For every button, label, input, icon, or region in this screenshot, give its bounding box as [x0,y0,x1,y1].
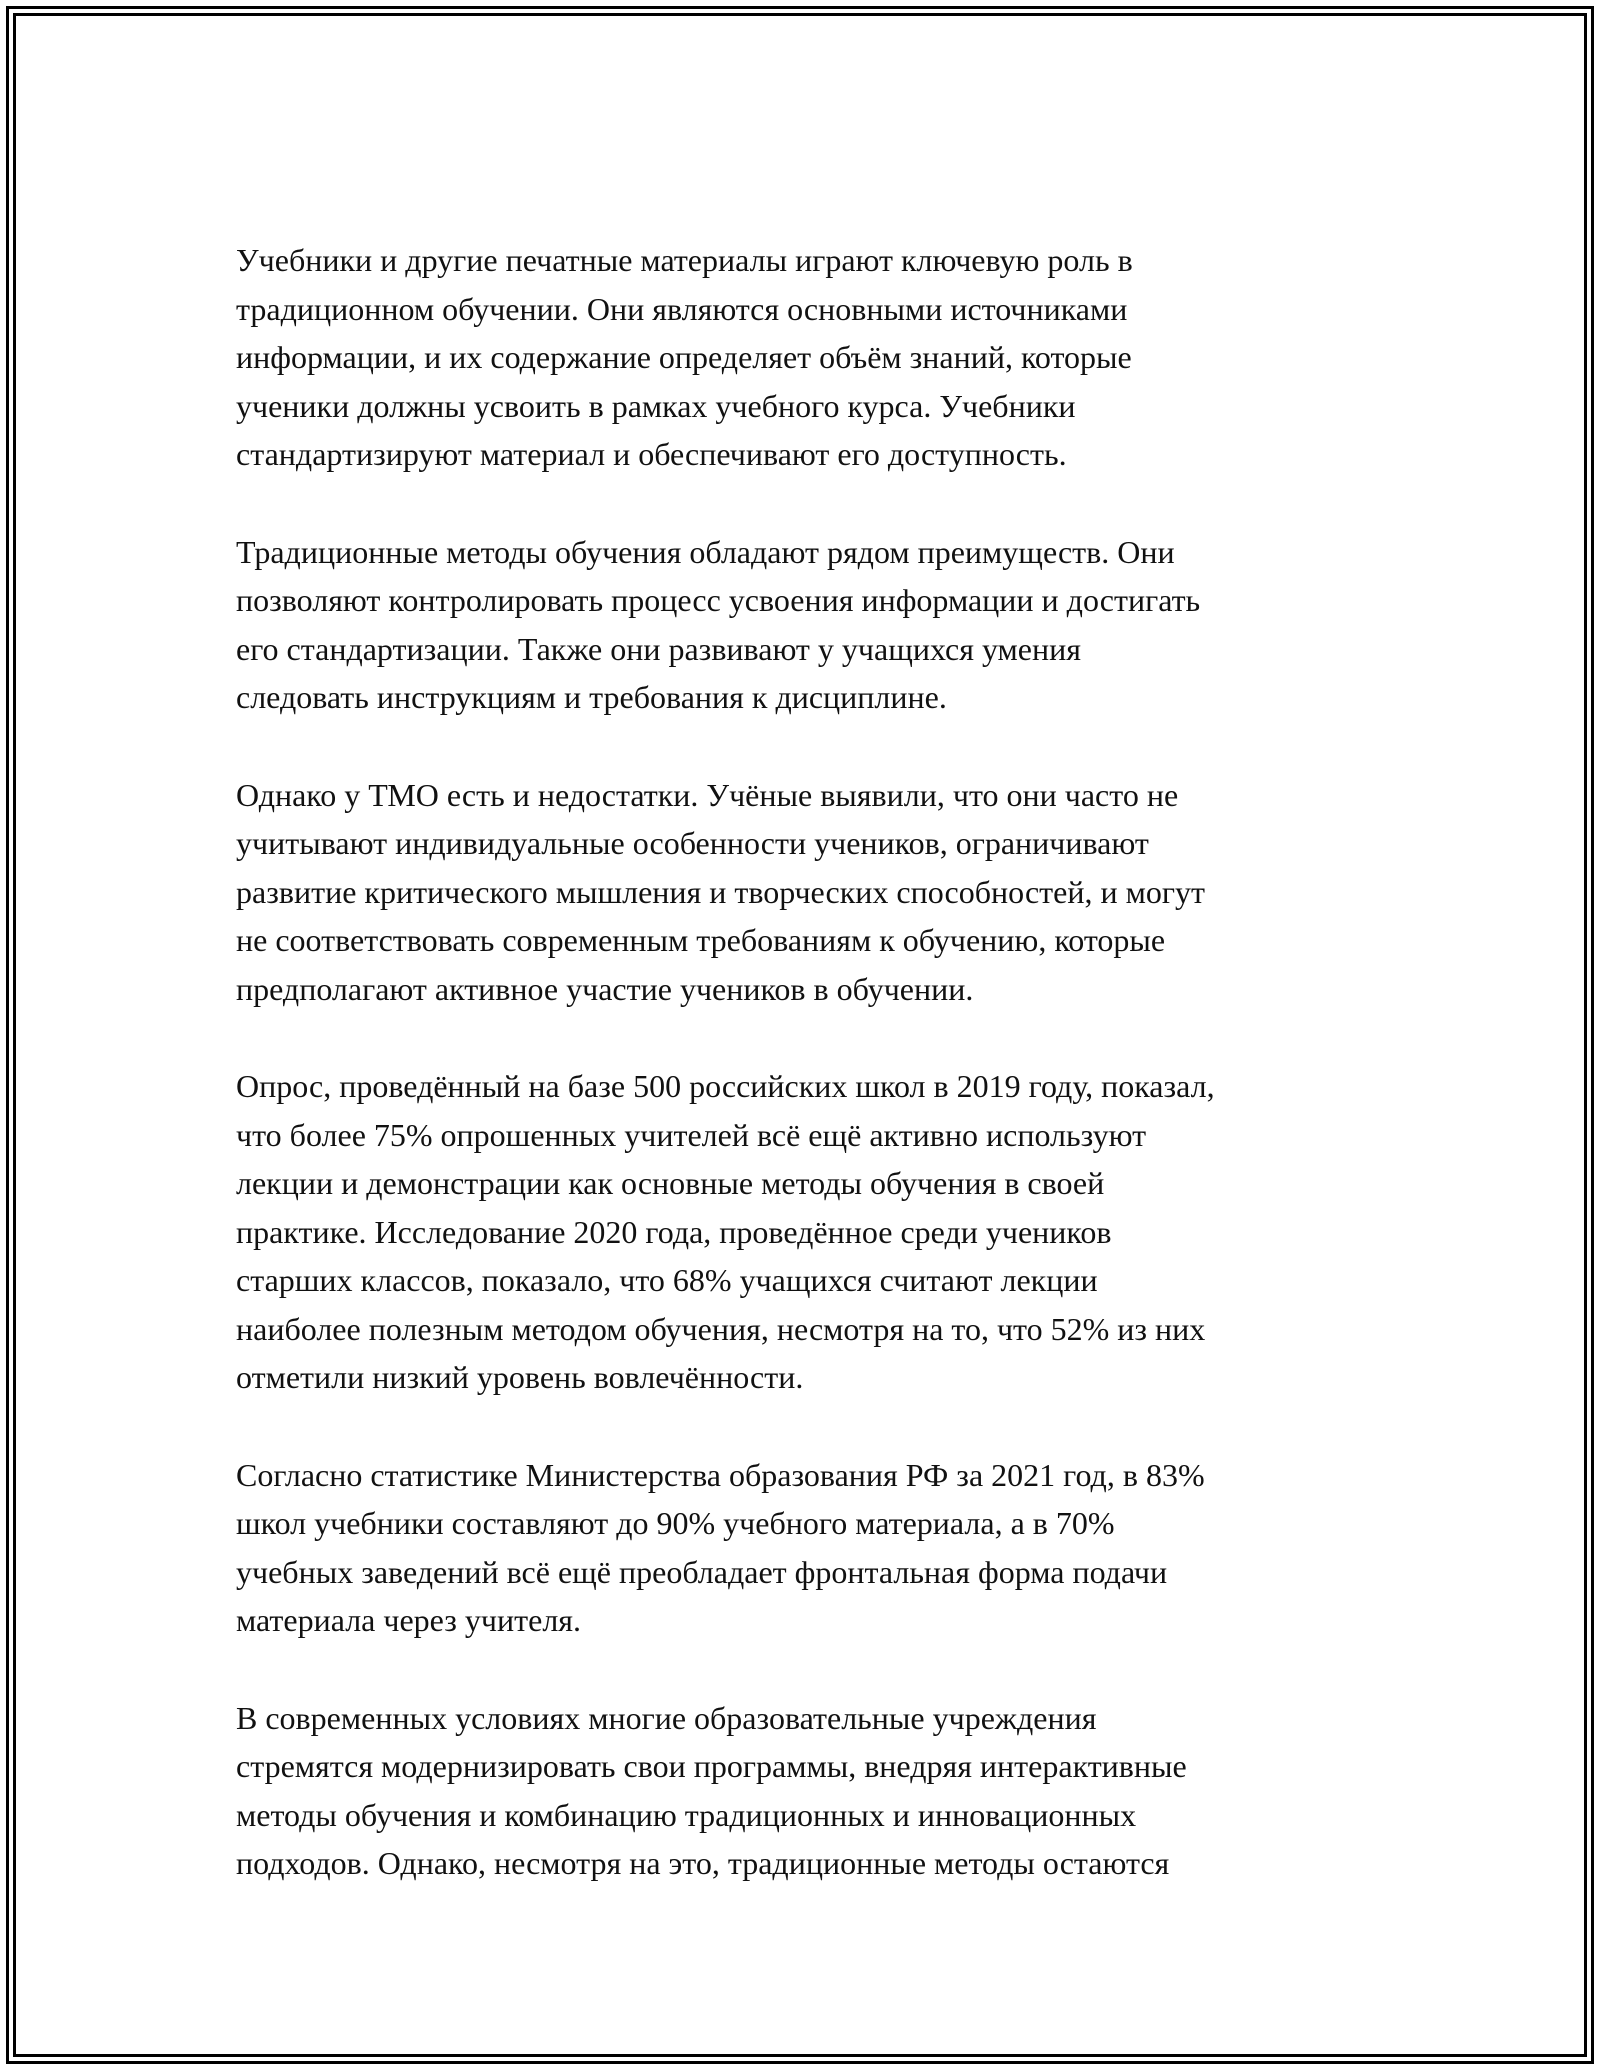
text-line: Учебники и другие печатные материалы играют ключевую роль в [236,242,1133,278]
text-line: что более 75% опрошенных учителей всё ещё активно используют [236,1116,1147,1153]
paragraph-survey [236,1062,1376,1402]
text-line: предполагают активное участие учеников в обучении. [236,970,974,1007]
text-line: его стандартизации. Также они развивают у учащихся умения [236,630,1081,667]
text-line: старших классов, показало, что 68% учащихся считают лекции [236,1262,1098,1298]
text-line: отметили низкий уровень вовлечённости. [236,1359,804,1395]
text-line: практике. Исследование 2020 года, проведённое среди учеников [236,1213,1112,1250]
text-line: стремятся модернизировать свои программы, внедряя интерактивные [236,1748,1187,1784]
text-line: информации, и их содержание определяет объём знаний, которые [236,339,1132,375]
text-line: следовать инструкциям и требования к дисциплине. [236,679,947,715]
text-line: развитие критического мышления и творческих способностей, и могут [236,873,1205,910]
text-line: В современных условиях многие образовательные учреждения [236,1699,1097,1736]
document-body [236,236,1376,1937]
text-line: школ учебники составляют до 90% учебного материала, а в 70% [236,1505,1115,1541]
paragraph-disadvantages [236,771,1376,1014]
text-line: традиционном обучении. Они являются основными источниками [236,290,1128,327]
text-line: материала через учителя. [236,1602,581,1638]
text-line: не соответствовать современным требованиям к обучению, которые [236,922,1166,958]
text-line: наиболее полезным методом обучения, несмотря на то, что 52% из них [236,1310,1206,1347]
text-line: лекции и демонстрации как основные методы обучения в своей [236,1165,1105,1201]
text-line: методы обучения и комбинацию традиционных и инновационных [236,1796,1137,1833]
text-line: Согласно статистике Министерства образования РФ за 2021 год, в 83% [236,1456,1205,1493]
paragraph-textbooks [236,236,1376,479]
text-line: учитывают индивидуальные особенности учеников, ограничивают [236,825,1149,861]
paragraph-modernization [236,1694,1376,1888]
text-line: позволяют контролировать процесс усвоения информации и достигать [236,582,1201,618]
text-line: ученики должны усвоить в рамках учебного курса. Учебники [236,387,1076,424]
paragraph-advantages [236,528,1376,722]
text-line: Традиционные методы обучения обладают рядом преимуществ. Они [236,533,1175,570]
text-line: стандартизируют материал и обеспечивают его доступность. [236,436,1067,472]
text-line: Однако у ТМО есть и недостатки. Учёные выявили, что они часто не [236,776,1179,813]
text-line: Опрос, проведённый на базе 500 российских школ в 2019 году, показал, [236,1068,1215,1104]
text-line: подходов. Однако, несмотря на это, традиционные методы остаются [236,1845,1170,1881]
paragraph-statistics [236,1451,1376,1645]
text-line: учебных заведений всё ещё преобладает фронтальная форма подачи [236,1553,1168,1590]
